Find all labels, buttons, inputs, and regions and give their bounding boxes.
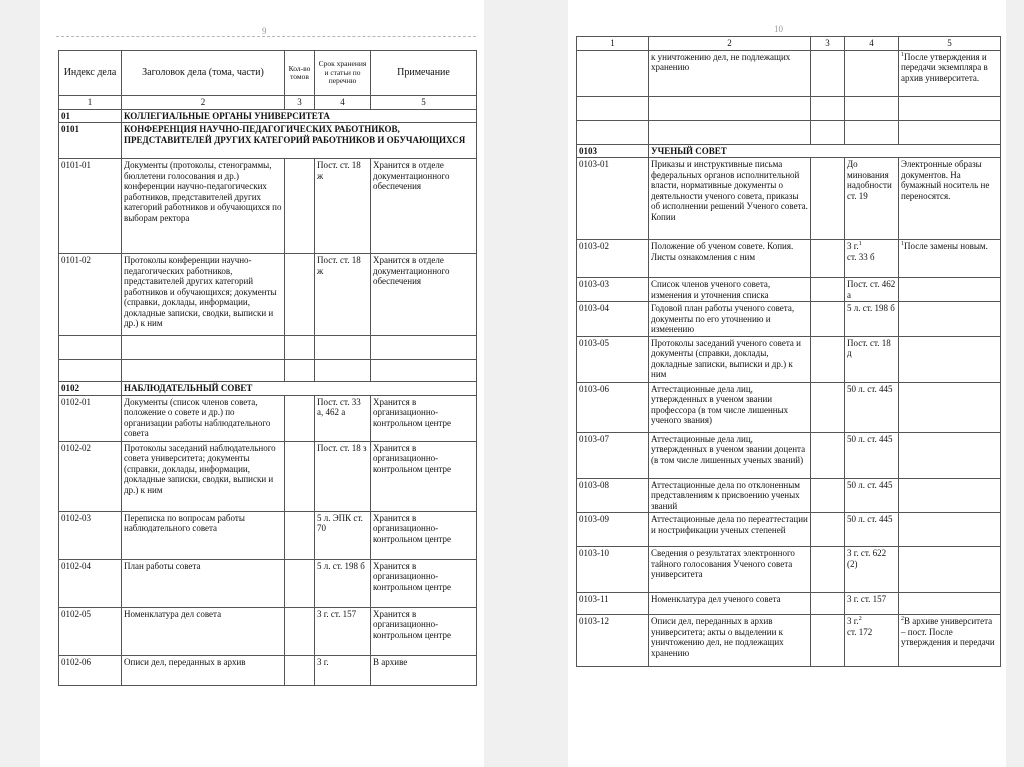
row-volumes bbox=[285, 511, 315, 559]
column-number: 2 bbox=[649, 37, 811, 51]
empty-row bbox=[577, 96, 1001, 120]
page-number: 9 bbox=[262, 26, 267, 36]
section-row bbox=[59, 109, 477, 123]
row-term: Пост. ст. 462 а bbox=[845, 278, 899, 302]
row-volumes bbox=[285, 395, 315, 441]
empty-row bbox=[59, 360, 477, 382]
row-title: Приказы и инструктивные письма федеральных органов исполнительной власти, нормативные документы о деятельности ученого совета, приказы об исполнении решений Ученого совета. Копии bbox=[649, 158, 811, 240]
column-numbers bbox=[577, 37, 1001, 51]
row-volumes bbox=[811, 615, 845, 667]
table-row bbox=[577, 278, 1001, 302]
section-row bbox=[577, 144, 1001, 158]
row-title: Номенклатура дел ученого совета bbox=[649, 593, 811, 615]
table-row bbox=[59, 655, 477, 685]
right-margin bbox=[1006, 0, 1024, 767]
column-numbers bbox=[59, 96, 477, 110]
row-title: Документы (протоколы, стенограммы, бюллетени голосования и др.) конференции научно-педагогических работников, представителей других категорий работников и обучающихся по выборам ректора bbox=[122, 159, 285, 254]
section-row bbox=[59, 123, 477, 159]
row-note: $^1$После замены новым. bbox=[899, 240, 1001, 278]
row-title: Аттестационные дела по переаттестации и нострификации ученых степеней bbox=[649, 513, 811, 547]
row-index: 0103-09 bbox=[577, 513, 649, 547]
row-volumes bbox=[811, 432, 845, 478]
row-title: Описи дел, переданных в архив университета; акты о выделении к уничтожению дел, не подлежащих хранению bbox=[649, 615, 811, 667]
header-term: Срок хранения и статьи по перечню bbox=[315, 51, 371, 96]
row-index: 0103-02 bbox=[577, 240, 649, 278]
row-title: Документы (список членов совета, положение о совете и др.) по организации работы наблюдательного совета bbox=[122, 395, 285, 441]
row-index: 0102-01 bbox=[59, 395, 122, 441]
header-note: Примечание bbox=[371, 51, 477, 96]
row-term: 50 л. ст. 445 bbox=[845, 432, 899, 478]
row-volumes bbox=[811, 302, 845, 337]
row-volumes bbox=[811, 278, 845, 302]
table-row bbox=[577, 336, 1001, 382]
row-term: Пост. ст. 33 а, 462 а bbox=[315, 395, 371, 441]
row-volumes bbox=[811, 593, 845, 615]
row-volumes bbox=[811, 513, 845, 547]
row-term: 3 г.$^2$ ст. 172 bbox=[845, 615, 899, 667]
row-index: 0102-04 bbox=[59, 559, 122, 607]
table-row bbox=[577, 302, 1001, 337]
right-page bbox=[568, 0, 1006, 767]
row-title: Аттестационные дела по отклоненным представлениям к присвоению ученых званий bbox=[649, 478, 811, 513]
row-note: Хранится в организационно-контрольном центре bbox=[371, 395, 477, 441]
row-index: 0102-05 bbox=[59, 607, 122, 655]
row-term: Пост. ст. 18 з bbox=[315, 441, 371, 511]
section-code: 01 bbox=[59, 109, 122, 123]
table-row bbox=[577, 240, 1001, 278]
continued-title: к уничтожению дел, не подлежащих хранению bbox=[649, 50, 811, 96]
row-volumes bbox=[811, 478, 845, 513]
row-term: 50 л. ст. 445 bbox=[845, 382, 899, 432]
row-title: Аттестационные дела лиц, утвержденных в ученом звании профессора (в том числе лишенных ученого звания) bbox=[649, 382, 811, 432]
row-index: 0102-06 bbox=[59, 655, 122, 685]
section-code: 0103 bbox=[577, 144, 649, 158]
table-row bbox=[59, 559, 477, 607]
row-note bbox=[899, 382, 1001, 432]
column-number: 5 bbox=[899, 37, 1001, 51]
section-code: 0102 bbox=[59, 382, 122, 396]
section-title: НАБЛЮДАТЕЛЬНЫЙ СОВЕТ bbox=[122, 382, 477, 396]
row-term: Пост. ст. 18 ж bbox=[315, 254, 371, 336]
table-row bbox=[577, 432, 1001, 478]
table-row bbox=[59, 441, 477, 511]
row-volumes bbox=[285, 254, 315, 336]
row-volumes bbox=[285, 655, 315, 685]
row-volumes bbox=[285, 441, 315, 511]
empty-row bbox=[577, 120, 1001, 144]
row-index: 0103-12 bbox=[577, 615, 649, 667]
row-note: Хранится в организационно-контрольном центре bbox=[371, 607, 477, 655]
row-index: 0103-03 bbox=[577, 278, 649, 302]
row-term: До минования надобности ст. 19 bbox=[845, 158, 899, 240]
row-index: 0103-07 bbox=[577, 432, 649, 478]
row-term: 5 л. ЭПК ст. 70 bbox=[315, 511, 371, 559]
section-title: КОНФЕРЕНЦИЯ НАУЧНО-ПЕДАГОГИЧЕСКИХ РАБОТНИКОВ, ПРЕДСТАВИТЕЛЕЙ ДРУГИХ КАТЕГОРИЙ РАБОТНИКОВ И ОБУЧАЮЩИХСЯ bbox=[122, 123, 477, 159]
row-note bbox=[899, 278, 1001, 302]
row-index: 0103-01 bbox=[577, 158, 649, 240]
row-title: Протоколы заседаний наблюдательного совета университета; документы (справки, доклады, информации, докладные записки, сводки, выписки и др.) к ним bbox=[122, 441, 285, 511]
row-note: Хранится в организационно-контрольном центре bbox=[371, 441, 477, 511]
left-margin bbox=[0, 0, 40, 767]
row-note: Хранится в отделе документационного обеспечения bbox=[371, 159, 477, 254]
row-note bbox=[899, 336, 1001, 382]
row-volumes bbox=[285, 607, 315, 655]
row-note: В архиве bbox=[371, 655, 477, 685]
column-number: 3 bbox=[285, 96, 315, 110]
row-index: 0103-06 bbox=[577, 382, 649, 432]
row-note: $^2$В архиве университета – пост. После утверждения и передачи bbox=[899, 615, 1001, 667]
table-row bbox=[577, 547, 1001, 593]
row-index: 0102-02 bbox=[59, 441, 122, 511]
row-note bbox=[899, 302, 1001, 337]
section-title: КОЛЛЕГИАЛЬНЫЕ ОРГАНЫ УНИВЕРСИТЕТА bbox=[122, 109, 477, 123]
row-term: 50 л. ст. 445 bbox=[845, 513, 899, 547]
row-note bbox=[899, 593, 1001, 615]
row-index: 0103-08 bbox=[577, 478, 649, 513]
header-volumes: Кол-во томов bbox=[285, 51, 315, 96]
table-row bbox=[577, 382, 1001, 432]
table-row bbox=[59, 511, 477, 559]
row-title: Описи дел, переданных в архив bbox=[122, 655, 285, 685]
row-title: Список членов ученого совета, изменения и уточнения списка bbox=[649, 278, 811, 302]
column-number: 4 bbox=[845, 37, 899, 51]
left-table bbox=[58, 50, 477, 686]
continued-row bbox=[577, 50, 1001, 96]
row-term: 3 г. bbox=[315, 655, 371, 685]
table-row bbox=[577, 615, 1001, 667]
row-volumes bbox=[285, 159, 315, 254]
row-term: 50 л. ст. 445 bbox=[845, 478, 899, 513]
row-note bbox=[899, 513, 1001, 547]
right-table bbox=[576, 36, 1001, 667]
row-title: Протоколы заседаний ученого совета и документы (справки, доклады, докладные записки, выписки и др.) к ним bbox=[649, 336, 811, 382]
row-title: Переписка по вопросам работы наблюдательного совета bbox=[122, 511, 285, 559]
table-row bbox=[59, 254, 477, 336]
row-index: 0101-02 bbox=[59, 254, 122, 336]
row-term: 3 г. ст. 622 (2) bbox=[845, 547, 899, 593]
table-row bbox=[59, 159, 477, 254]
header-index: Индекс дела bbox=[59, 51, 122, 96]
row-volumes bbox=[811, 158, 845, 240]
row-volumes bbox=[811, 336, 845, 382]
column-number: 1 bbox=[577, 37, 649, 51]
row-term: Пост. ст. 18 д bbox=[845, 336, 899, 382]
row-note bbox=[899, 478, 1001, 513]
continued-note: $^1$После утверждения и передачи экземпляра в архив университета. bbox=[899, 50, 1001, 96]
row-term: 3 г. ст. 157 bbox=[845, 593, 899, 615]
column-number: 5 bbox=[371, 96, 477, 110]
row-term: 3 г.$^1$ ст. 33 б bbox=[845, 240, 899, 278]
table-row bbox=[577, 478, 1001, 513]
row-title: План работы совета bbox=[122, 559, 285, 607]
row-title: Положение об ученом совете. Копия. Листы ознакомления с ним bbox=[649, 240, 811, 278]
row-index: 0103-05 bbox=[577, 336, 649, 382]
section-row bbox=[59, 382, 477, 396]
row-term: Пост. ст. 18 ж bbox=[315, 159, 371, 254]
table-row bbox=[59, 395, 477, 441]
page-number: 10 bbox=[774, 24, 783, 34]
row-note: Хранится в организационно-контрольном центре bbox=[371, 511, 477, 559]
table-row bbox=[577, 513, 1001, 547]
table-row bbox=[577, 593, 1001, 615]
section-code: 0101 bbox=[59, 123, 122, 159]
row-index: 0103-04 bbox=[577, 302, 649, 337]
row-note bbox=[899, 547, 1001, 593]
row-index: 0102-03 bbox=[59, 511, 122, 559]
row-term: 5 л. ст. 198 б bbox=[315, 559, 371, 607]
row-term: 3 г. ст. 157 bbox=[315, 607, 371, 655]
row-title: Протоколы конференции научно-педагогических работников, представителей других категорий работников и обучающихся; документы (справки, доклады, информации, докладные записки, сводки, выписки и др.) к ним bbox=[122, 254, 285, 336]
row-note: Электронные образы документов. На бумажный носитель не переносятся. bbox=[899, 158, 1001, 240]
column-number: 1 bbox=[59, 96, 122, 110]
row-index: 0103-11 bbox=[577, 593, 649, 615]
row-title: Годовой план работы ученого совета, документы по его уточнению и изменению bbox=[649, 302, 811, 337]
left-page bbox=[40, 0, 484, 767]
row-note: Хранится в отделе документационного обеспечения bbox=[371, 254, 477, 336]
column-number: 4 bbox=[315, 96, 371, 110]
column-number: 2 bbox=[122, 96, 285, 110]
row-note bbox=[899, 432, 1001, 478]
row-volumes bbox=[811, 382, 845, 432]
empty-row bbox=[59, 336, 477, 360]
page-header-line bbox=[56, 36, 476, 37]
header-title: Заголовок дела (тома, части) bbox=[122, 51, 285, 96]
section-title: УЧЕНЫЙ СОВЕТ bbox=[649, 144, 1001, 158]
row-index: 0101-01 bbox=[59, 159, 122, 254]
row-volumes bbox=[811, 547, 845, 593]
table-header bbox=[59, 51, 477, 96]
row-volumes bbox=[811, 240, 845, 278]
row-index: 0103-10 bbox=[577, 547, 649, 593]
row-volumes bbox=[285, 559, 315, 607]
row-title: Номенклатура дел совета bbox=[122, 607, 285, 655]
row-note: Хранится в организационно-контрольном центре bbox=[371, 559, 477, 607]
column-number: 3 bbox=[811, 37, 845, 51]
page-gutter bbox=[484, 0, 568, 767]
table-row bbox=[577, 158, 1001, 240]
table-row bbox=[59, 607, 477, 655]
row-title: Сведения о результатах электронного тайного голосования Ученого совета университета bbox=[649, 547, 811, 593]
row-title: Аттестационные дела лиц, утвержденных в ученом звании доцента (в том числе лишенных ученых званий) bbox=[649, 432, 811, 478]
row-term: 5 л. ст. 198 б bbox=[845, 302, 899, 337]
